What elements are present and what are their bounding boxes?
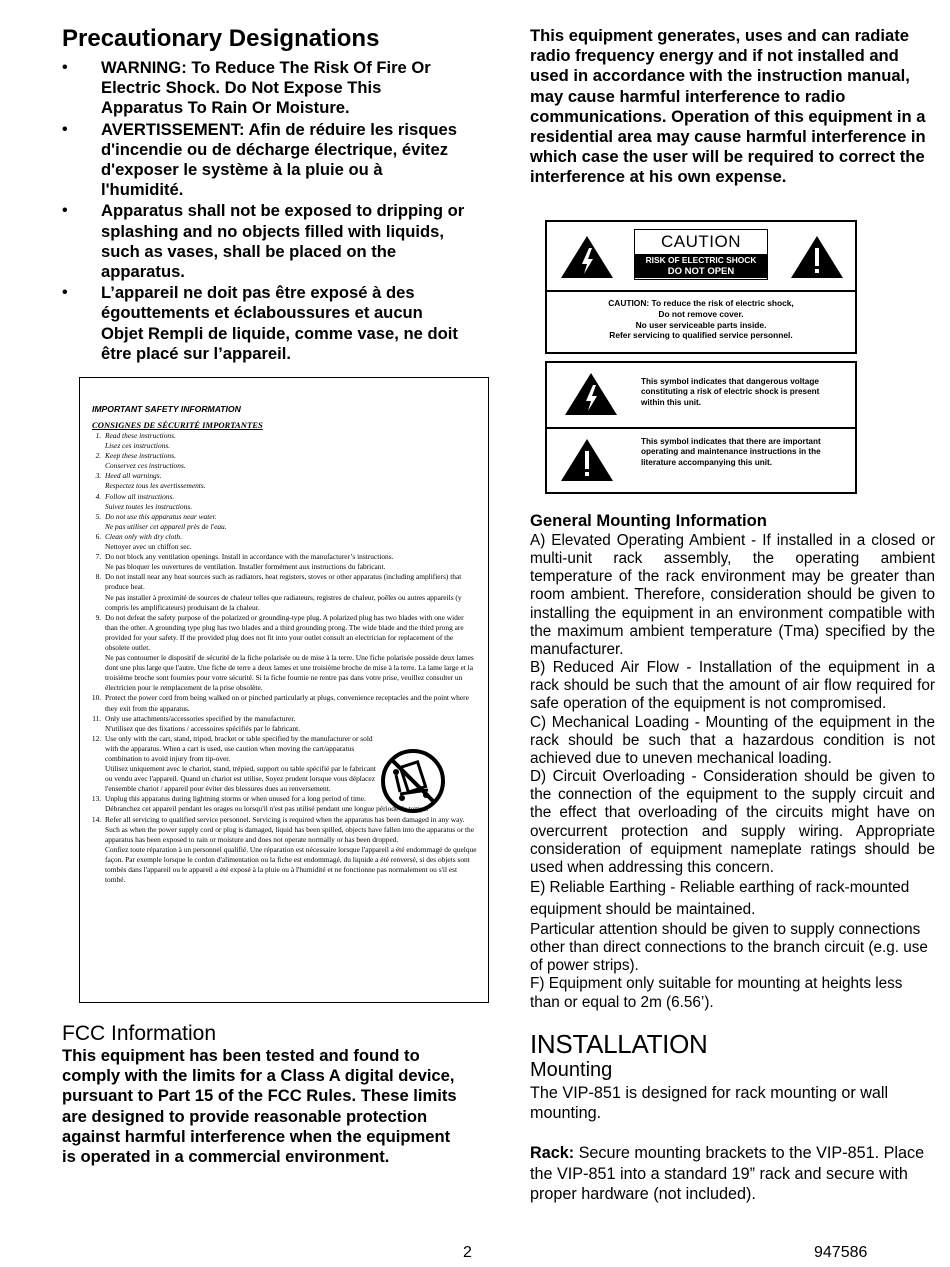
symbol-explanation-panel [545,361,857,494]
left-column [62,26,467,365]
fcc-continued-text: This equipment generates, uses and can radiate radio frequency energy and if not installed and used in accordance with the instruction manual, may cause harmful interference to radio communications. Operation of this equipment in a residential area may cause harmful interference in which case the user will be required to correct the interference at his own expense. [530,26,926,187]
rack-label: Rack: [530,1144,575,1163]
precaution-text: L’appareil ne doit pas être exposé à des égouttements et éclaboussures et aucun Objet Rempli de liquide, comme vase, ne doit être placé sur l’appareil. [101,283,458,363]
safety-item-en: Do not use this apparatus near water. [105,511,217,521]
safety-item-fr: Ne pas installer à proximité de sources de chaleur telles que radiateurs, registres de chaleur, poêles ou autres appareils (y compris les amplificateurs) produisant de la chaleur. [105,592,462,612]
fcc-continued-section [530,26,940,188]
risk-line-2: DO NOT OPEN [667,266,735,277]
installation-section [530,1030,935,1204]
safety-item-en: Only use attachments/accessories specified by the manufacturer. [105,713,296,723]
mounting-title: General Mounting Information [530,511,767,530]
safety-item-en: Do not install near any heat sources such as radiators, heat registers, stoves or other apparatus (including amplifiers) that produce heat. [105,572,462,592]
caution-word: CAUTION [661,232,741,251]
safety-item [103,693,478,713]
safety-item-en: Follow all instructions. [105,491,175,501]
mounting-item: F) Equipment only suitable for mounting at heights less than or equal to 2m (6.56’). [530,975,903,1011]
precaution-text: AVERTISSEMENT: Afin de réduire les risques d'incendie ou de décharge électrique, évitez d'exposer le système à la pluie ou à l'humidité. [101,119,457,200]
safety-item-fr: Confiez toute réparation à un personnel qualifié. Une réparation est nécessaire lorsque l'appareil a été endommagé de quelque façon. Par exemple lorsque le cordon d'alimentation ou la fiche est endommagé, du liquide a été renversé, si des objets sont tombés dans l'appareil ou le appareil a été exposé à la pluie ou à l'humidité et ne fonctionne pas normalement ou s'il est tombé. [105,844,477,885]
installation-intro: The VIP-851 is designed for rack mounting or wall mounting. [530,1084,889,1123]
precaution-text: WARNING: To Reduce The Risk Of Fire Or Electric Shock. Do Not Expose This Apparatus To Rain Or Moisture. [101,58,431,118]
bullet-marker: • [62,284,68,302]
safety-item [103,471,478,491]
caution-risk-label [635,254,767,278]
mounting-item: D) Circuit Overloading - Consideration should be given to the connection of the equipment to the supply circuit and the effect that overloading of the circuits might have on overcurrent protection and supply wiring. Appropriate consideration of equipment nameplate ratings should be used when addressing this concern. [530,768,935,876]
safety-item-en: Do not block any ventilation openings. Install in accordance with the manufacturer’s instructions. [105,552,394,562]
safety-item-en: Do not defeat the safety purpose of the polarized or grounding-type plug. A polarized plug has two blades with one wider than the other. A grounding type plug has two blades and a third grounding prong. The wide blade and the third prong are provided for your safety. If the provided plug does not fit into your outlet consult an electrician for replacement of the obsolete outlet. [105,612,464,652]
installation-rack [530,1143,935,1204]
mounting-item: B) Reduced Air Flow - Installation of the equipment in a rack should be such that the amount of air flow required for safe operation of the equipment is not compromised. [530,659,935,713]
cart-tipover-warning-icon [380,748,446,814]
caution-panel-top [547,222,855,292]
lightning-warning-icon [559,234,615,280]
caution-line: CAUTION: To reduce the risk of electric shock, [608,298,794,308]
mounting-item: A) Elevated Operating Ambient - If installed in a closed or multi-unit rack assembly, the operating ambient temperature of the rack environment may be greater than room ambient. Therefore, consideration should be given to installing the equipment in an environment compatible with the maximum ambient temperature (Tma) specified by the manufacturer. [530,532,935,658]
safety-item-fr: Lisez ces instructions. [105,441,171,451]
safety-information-box [79,377,489,1003]
caution-label-box [634,229,768,280]
safety-item [103,613,478,694]
mounting-item: E) Reliable Earthing - Reliable earthing of rack-mounted equipment should be maintained. [530,878,910,918]
safety-item-fr: Ne pas utiliser cet appareil près de l'eau. [105,521,227,531]
caution-line: Do not remove cover. [658,308,744,319]
safety-fr-title: CONSIGNES DE SÉCURITÉ IMPORTANTES [92,420,263,430]
page-number: 2 [463,1244,472,1261]
precaution-item [62,283,467,364]
safety-item [103,512,478,532]
installation-subtitle: Mounting [530,1059,613,1081]
lightning-symbol-text: This symbol indicates that dangerous voltage constituting a risk of electric shock is present within this unit. [641,377,820,407]
risk-line-1: RISK OF ELECTRIC SHOCK [645,255,757,265]
exclamation-warning-icon [559,437,615,483]
exclamation-warning-icon [789,234,845,280]
safety-item-fr: Débranchez cet appareil pendant les orages ou lorsqu'il n'est pas utilisé pendant une longue période de temps. [105,804,429,814]
precaution-item [62,120,467,201]
installation-title: INSTALLATION [530,1029,708,1059]
safety-item-en: Clean only with dry cloth. [105,531,182,541]
precaution-item [62,58,467,119]
precaution-item [62,201,467,282]
safety-item [103,532,478,552]
mounting-item: Particular attention should be given to supply connections other than direct connections to the branch circuit (e.g. use of power strips). [530,920,928,975]
safety-item [103,451,478,471]
safety-item-en: Unplug this apparatus during lightning storms or when unused for a long period of time. [105,794,366,804]
safety-item-fr: N'utilisez que des fixations / accessoires spécifiés par le fabricant. [105,723,301,733]
caution-panel [545,220,857,354]
safety-item-fr: Respectez tous les avertissements. [105,481,206,491]
bullet-marker: • [62,202,68,220]
fcc-title: FCC Information [62,1022,217,1045]
symbol-row-exclamation [547,427,855,493]
fcc-section [62,1022,467,1167]
safety-item [103,815,478,886]
exclamation-symbol-text: This symbol indicates that there are important operating and maintenance instructions in the literature accompanying this unit. [641,437,821,467]
bullet-marker: • [62,120,68,138]
precautionary-title: Precautionary Designations [62,25,380,52]
safety-item-en: Read these instructions. [105,431,176,440]
safety-item-fr: Ne pas bloquer les ouvertures de ventilation. Installer formément aux instructions du fabricant. [105,562,386,572]
general-mounting-section [530,511,935,1012]
safety-item-en: Heed all warnings. [105,471,162,481]
precaution-text: Apparatus shall not be exposed to dripping or splashing and no objects filled with liquids, such as vases, shall be placed on the apparatus. [101,201,465,282]
safety-item-fr: Utilisez uniquement avec le chariot, stand, trépied, support ou table spécifié par le fabricant ou vendu avec l'appareil. Quand un chariot est utilise, Soyez prudent lorsque vous déplacez l'ensemble chariot / appareil pour éviter des blessures dues au renversement. [105,764,376,794]
safety-item-en: Use only with the cart, stand, tripod, bracket or table specified by the manufacturer or sold with the apparatus. When a cart is used, use caution when moving the cart/apparatus combination to avoid injury from tip-over. [105,733,373,763]
rack-text: Secure mounting brackets to the VIP-851. Place the VIP-851 into a standard 19” rack and secure with proper hardware (not included). [530,1144,925,1203]
safety-item [103,431,478,451]
safety-item-fr: Nettoyer avec un chiffon sec. [105,542,192,552]
bullet-marker: • [62,59,68,76]
caution-line: No user serviceable parts inside. [635,319,767,330]
fcc-text: This equipment has been tested and found to comply with the limits for a Class A digital device, pursuant to Part 15 of the FCC Rules. These limits are designed to provide reasonable protection against harmful interference when the equipment is operated in a commercial environment. [62,1046,457,1167]
safety-item-en: Protect the power cord from being walked on or pinched particularly at plugs, convenience receptacles and the point where they exit from the apparatus. [105,693,469,713]
safety-item-fr: Suivez toutes les instructions. [105,501,193,511]
safety-title: IMPORTANT SAFETY INFORMATION [92,404,241,414]
safety-item-en: Keep these instructions. [105,451,176,461]
caution-line: Refer servicing to qualified service personnel. [609,330,793,341]
document-number: 947586 [814,1244,868,1261]
safety-item [103,714,478,734]
safety-list [92,431,478,885]
safety-item-en: Refer all servicing to qualified service personnel. Servicing is required when the apparatus has been damaged in any way. Such as when the power supply cord or plug is damaged, liquid has been spilled, objects have fallen into the apparatus or the apparatus has been exposed to rain or moisture and does not operate normally or has been dropped. [105,814,475,844]
safety-item [103,492,478,512]
symbol-row-lightning [547,363,855,427]
safety-item-fr: Ne pas contourner le dispositif de sécurité de la fiche polarisée ou de mise à la terre. Une fiche polarisée possède deux lames dont une plus large que l'autre. Une fiche de terre a deux lames et une troisième broche de mise à la terre. La lame large et la troisième broche sont fournies pour votre sécurité. Si la fiche fournie ne rentre pas dans votre prise, veuillez consulter un électricien pour le remplacement de la prise obsolète. [105,653,474,693]
caution-panel-text [547,292,855,341]
lightning-warning-icon [563,371,619,417]
mounting-item: C) Mechanical Loading - Mounting of the equipment in the rack should be such that a hazardous condition is not achieved due to uneven mechanical loading. [530,713,935,767]
precaution-list [62,58,467,364]
safety-item-fr: Conservez ces instructions. [105,461,186,471]
safety-item [103,552,478,572]
safety-item [103,572,478,612]
